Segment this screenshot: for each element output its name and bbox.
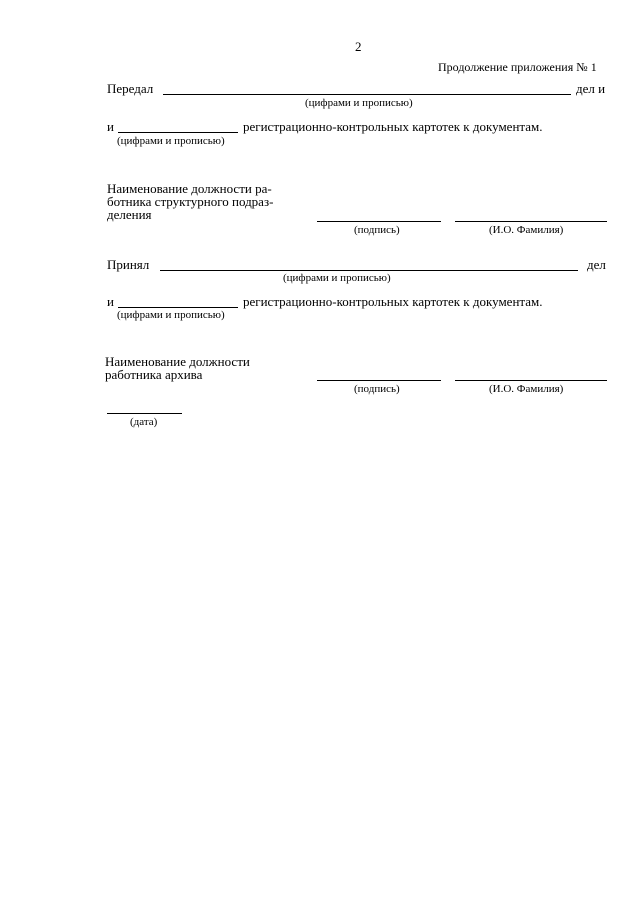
appendix-note: Продолжение приложения № 1 (438, 60, 597, 74)
transfer-count-hint: (цифрами и прописью) (305, 97, 413, 109)
transfer-signature-line (317, 221, 441, 222)
transfer-name-line (455, 221, 607, 222)
receive-position-line-2: работника архива (105, 367, 203, 382)
receive-signature-line (317, 380, 441, 381)
receive-suffix: дел (587, 257, 606, 272)
receive-and-label: и (107, 294, 114, 309)
receive-cards-hint: (цифрами и прописью) (117, 309, 225, 321)
transfer-position-line-3: деления (107, 207, 152, 222)
receive-count-hint: (цифрами и прописью) (283, 272, 391, 284)
transfer-position-line-1: Наименование должности ра- (107, 181, 272, 196)
transfer-position-line-2: ботника структурного подраз- (107, 194, 274, 209)
receive-signature-hint: (подпись) (354, 383, 400, 395)
page-number: 2 (355, 39, 362, 54)
receive-position-line-1: Наименование должности (105, 354, 250, 369)
receive-count-line (160, 270, 578, 271)
transfer-name-hint: (И.О. Фамилия) (489, 224, 564, 236)
receive-cards-text: регистрационно-контрольных картотек к документам. (243, 294, 543, 309)
receive-label: Принял (107, 257, 150, 272)
receive-cards-line (118, 307, 238, 308)
transfer-cards-hint: (цифрами и прописью) (117, 135, 225, 147)
transfer-count-line (163, 94, 571, 95)
transfer-cards-line (118, 132, 238, 133)
transfer-label: Передал (107, 81, 154, 96)
transfer-signature-hint: (подпись) (354, 224, 400, 236)
transfer-cards-text: регистрационно-контрольных картотек к документам. (243, 119, 543, 134)
receive-name-hint: (И.О. Фамилия) (489, 383, 564, 395)
date-hint: (дата) (130, 416, 158, 428)
receive-name-line (455, 380, 607, 381)
date-line (107, 413, 182, 414)
transfer-and-label: и (107, 119, 114, 134)
transfer-suffix: дел и (576, 81, 606, 96)
